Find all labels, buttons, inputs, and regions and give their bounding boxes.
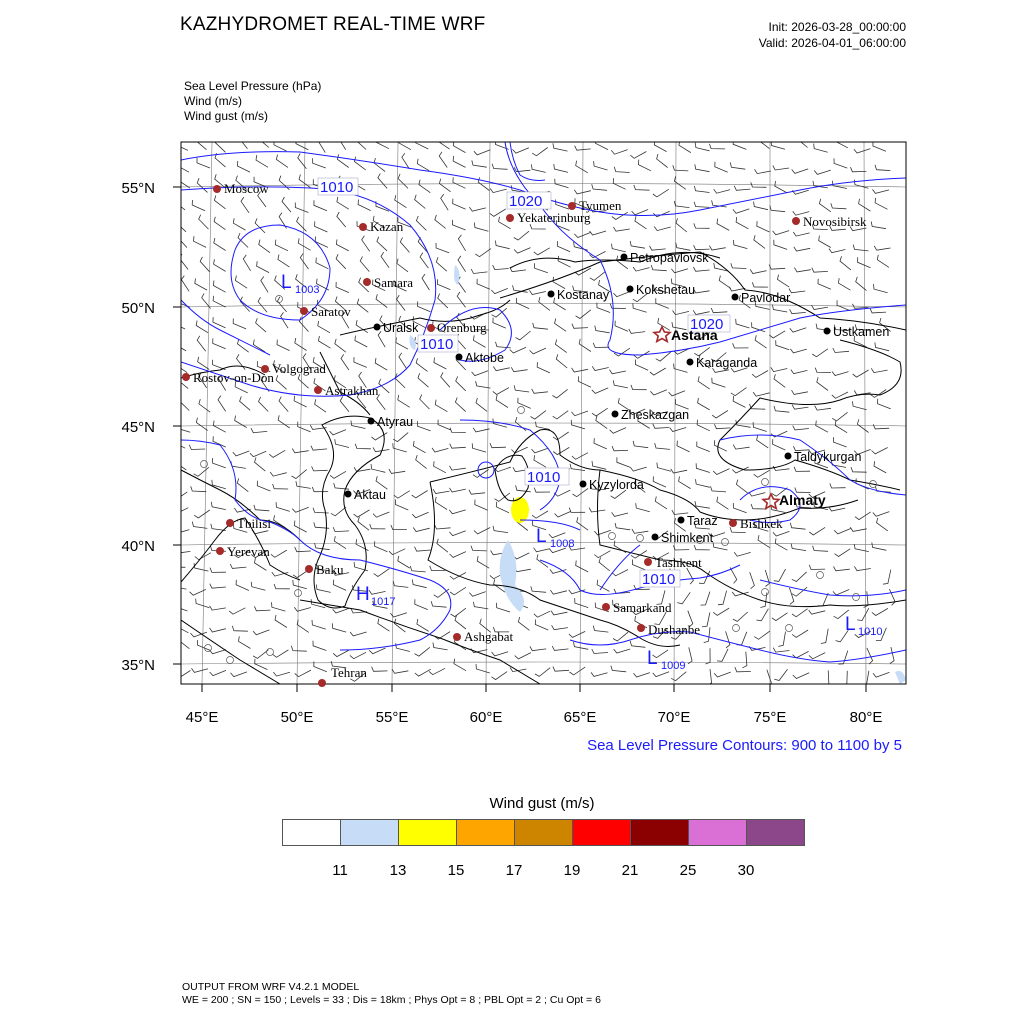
lat-label: 55°N xyxy=(121,180,155,197)
svg-text:1020: 1020 xyxy=(690,316,724,333)
lon-label: 80°E xyxy=(849,709,883,726)
city-rostov xyxy=(182,370,274,385)
svg-text:1010: 1010 xyxy=(420,336,454,353)
svg-text:Tyumen: Tyumen xyxy=(579,198,622,213)
contour-label xyxy=(418,335,458,353)
svg-text:Volgograd: Volgograd xyxy=(272,361,326,376)
lat-label: 40°N xyxy=(121,538,155,555)
svg-text:1008: 1008 xyxy=(550,538,575,550)
svg-text:Aktobe: Aktobe xyxy=(465,351,504,365)
city-zheskazgan xyxy=(612,408,690,422)
colorbar-swatch xyxy=(515,820,573,845)
svg-text:Yerevan: Yerevan xyxy=(227,544,270,559)
lon-label: 45°E xyxy=(185,709,219,726)
colorbar-tick: 30 xyxy=(737,862,755,879)
init-time: Init: 2026-03-28_00:00:00 xyxy=(768,20,906,34)
legend-title: Wind gust (m/s) xyxy=(489,795,595,812)
svg-text:Orenburg: Orenburg xyxy=(437,320,487,335)
lon-label: 60°E xyxy=(469,709,503,726)
city-shimkent xyxy=(652,531,714,545)
svg-text:Taraz: Taraz xyxy=(687,514,718,528)
svg-text:1020: 1020 xyxy=(509,193,543,210)
lon-axis xyxy=(186,709,883,726)
svg-text:L: L xyxy=(536,526,547,547)
city-karaganda xyxy=(687,356,758,370)
svg-text:Tashkent: Tashkent xyxy=(655,555,702,570)
svg-text:Tbilisi: Tbilisi xyxy=(237,516,271,531)
field-wind: Wind (m/s) xyxy=(184,94,242,108)
colorbar-tick: 19 xyxy=(563,862,581,879)
city-petropavlovsk xyxy=(621,251,710,265)
city-ustkamen xyxy=(824,325,890,339)
svg-text:Astrakhan: Astrakhan xyxy=(325,383,379,398)
gust-colorbar xyxy=(282,819,805,846)
contour-label xyxy=(507,192,551,210)
svg-text:Uralsk: Uralsk xyxy=(383,321,419,335)
colorbar-swatch xyxy=(283,820,341,845)
lat-label: 50°N xyxy=(121,300,155,317)
lat-label: 35°N xyxy=(121,657,155,674)
field-slp: Sea Level Pressure (hPa) xyxy=(184,79,322,93)
svg-text:Ashgabat: Ashgabat xyxy=(464,629,514,644)
svg-text:Kazan: Kazan xyxy=(370,219,404,234)
svg-text:Tehran: Tehran xyxy=(331,665,367,680)
model-config: WE = 200 ; SN = 150 ; Levels = 33 ; Dis = 18km ; Phys Opt = 8 ; PBL Opt = 2 ; Cu Opt = 6 xyxy=(182,994,601,1006)
svg-text:Yekaterinburg: Yekaterinburg xyxy=(517,210,591,225)
svg-text:Saratov: Saratov xyxy=(311,304,351,319)
colorbar-swatch xyxy=(573,820,631,845)
city-novosibirsk xyxy=(792,214,867,229)
svg-text:Pavlodar: Pavlodar xyxy=(741,291,791,305)
colorbar-tick: 11 xyxy=(332,862,348,879)
city-kostanay xyxy=(548,288,610,302)
colorbar-swatch xyxy=(341,820,399,845)
svg-text:Kokshetau: Kokshetau xyxy=(636,283,696,297)
colorbar-swatch xyxy=(399,820,457,845)
svg-text:1009: 1009 xyxy=(661,660,686,672)
lat-axis xyxy=(121,180,155,674)
svg-text:Dushanbe: Dushanbe xyxy=(648,622,700,637)
lon-label: 75°E xyxy=(753,709,787,726)
colorbar-swatch xyxy=(689,820,747,845)
colorbar-swatch xyxy=(631,820,689,845)
colorbar-tick: 25 xyxy=(679,862,697,879)
svg-text:L: L xyxy=(281,272,292,293)
svg-text:1010: 1010 xyxy=(858,626,883,638)
svg-text:Shimkent: Shimkent xyxy=(661,531,714,545)
model-info xyxy=(182,981,601,1007)
svg-text:Petropavlovsk: Petropavlovsk xyxy=(630,251,709,265)
svg-text:1010: 1010 xyxy=(527,469,561,486)
svg-text:Baku: Baku xyxy=(316,562,344,577)
colorbar-tick: 15 xyxy=(447,862,465,879)
svg-text:L: L xyxy=(845,614,856,635)
city-kyzylorda xyxy=(580,478,644,492)
colorbar-tick: 17 xyxy=(505,862,523,879)
svg-text:Novosibirsk: Novosibirsk xyxy=(803,214,867,229)
contour-label xyxy=(640,570,680,588)
svg-text:Taldykurgan: Taldykurgan xyxy=(794,450,862,464)
svg-text:1010: 1010 xyxy=(320,179,354,196)
svg-text:1010: 1010 xyxy=(642,571,676,588)
field-gust: Wind gust (m/s) xyxy=(184,109,269,123)
valid-time: Valid: 2026-04-01_06:00:00 xyxy=(758,36,906,50)
svg-text:Rostov-on-Don: Rostov-on-Don xyxy=(193,370,274,385)
svg-text:Kyzylorda: Kyzylorda xyxy=(589,478,644,492)
contour-note: Sea Level Pressure Contours: 900 to 1100 by 5 xyxy=(587,737,902,754)
lat-label: 45°N xyxy=(121,419,155,436)
svg-text:1003: 1003 xyxy=(295,284,320,296)
lon-label: 50°E xyxy=(280,709,314,726)
colorbar-tick: 21 xyxy=(621,862,639,879)
svg-text:1017: 1017 xyxy=(371,596,396,608)
svg-text:Samarkand: Samarkand xyxy=(613,600,672,615)
lon-label: 55°E xyxy=(375,709,409,726)
svg-text:Karaganda: Karaganda xyxy=(696,356,758,370)
svg-text:L: L xyxy=(647,648,658,669)
lon-label: 70°E xyxy=(657,709,691,726)
model-version: OUTPUT FROM WRF V4.2.1 MODEL xyxy=(182,981,360,993)
svg-text:Atyrau: Atyrau xyxy=(377,415,414,429)
svg-text:Ustkamen: Ustkamen xyxy=(833,325,890,339)
svg-text:H: H xyxy=(356,584,370,605)
city-yekaterinburg xyxy=(506,210,591,225)
city-kokshetau xyxy=(627,283,696,297)
lon-label: 65°E xyxy=(563,709,597,726)
colorbar-tick: 13 xyxy=(389,862,407,879)
city-samarkand xyxy=(602,600,672,615)
contour-label xyxy=(525,468,569,486)
svg-text:Bishkek: Bishkek xyxy=(740,516,783,531)
colorbar-swatch xyxy=(747,820,804,845)
chart-title: KAZHYDROMET REAL-TIME WRF xyxy=(180,14,486,35)
contour-label xyxy=(318,178,358,196)
svg-text:Aktau: Aktau xyxy=(354,488,386,502)
svg-text:Kostanay: Kostanay xyxy=(557,288,610,302)
svg-text:Astana: Astana xyxy=(671,327,718,343)
svg-text:Moscow: Moscow xyxy=(224,181,269,196)
svg-text:Almaty: Almaty xyxy=(779,492,826,508)
colorbar-swatch xyxy=(457,820,515,845)
city-pavlodar xyxy=(732,291,791,305)
svg-text:Zheskazgan: Zheskazgan xyxy=(621,408,690,422)
svg-text:Samara: Samara xyxy=(374,275,413,290)
city-taldykurgan xyxy=(785,450,862,464)
